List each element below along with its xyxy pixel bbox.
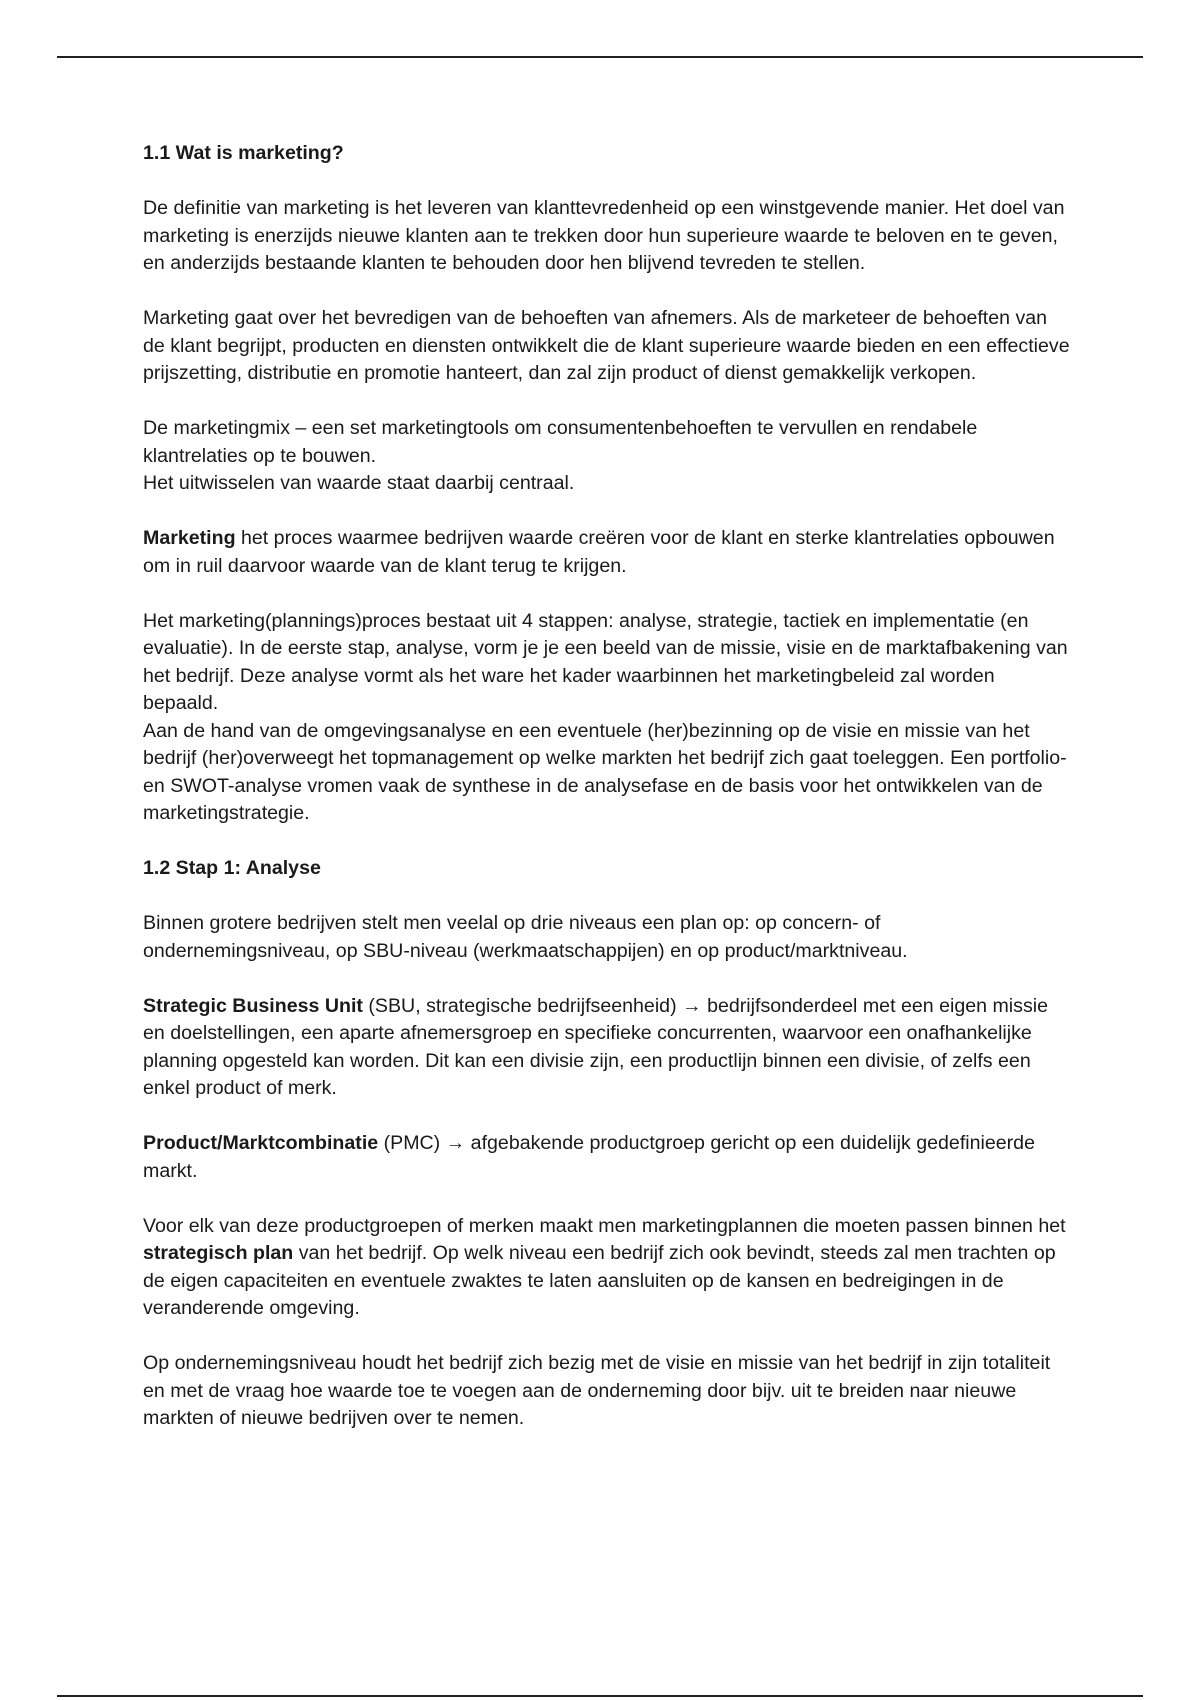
paragraph-sbu (143, 993, 1073, 1103)
strategic-plan-post: van het bedrijf. Op welk niveau een bedrijf zich ook bevindt, steeds zal men trachten op de eigen capaciteiten en eventuele zwaktes te laten aansluiten op de kansen en bedreigingen in de veranderende omgeving. (143, 1242, 1056, 1319)
footer-rule (57, 1695, 1143, 1697)
paragraph-pmc (143, 1130, 1073, 1185)
term-sbu-definition: (SBU, strategische bedrijfseenheid) → bedrijfsonderdeel met een eigen missie en doelstellingen, een aparte afnemersgroep en specifieke concurrenten, waarvoor een onafhankelijke planning opgesteld kan worden. Dit kan een divisie zijn, een productlijn binnen een divisie, of zelfs een enkel product of merk. (143, 994, 1048, 1099)
term-pmc: Product/Marktcombinatie (143, 1132, 379, 1154)
term-marketing-definition: het proces waarmee bedrijven waarde creëren voor de klant en sterke klantrelaties opbouwen om in ruil daarvoor waarde van de klant terug te krijgen. (143, 527, 1055, 577)
header-rule (57, 56, 1143, 58)
term-pmc-definition: (PMC) → afgebakende productgroep gericht op een duidelijk gedefinieerde markt. (143, 1132, 1035, 1182)
section-heading-1-1: 1.1 Wat is marketing? (143, 142, 344, 164)
paragraph-corporate-level: Op ondernemingsniveau houdt het bedrijf zich bezig met de visie en missie van het bedrijf in zijn totaliteit en met de vraag hoe waarde toe te voegen aan de onderneming door bijv. uit te breiden naar nieuwe markten of nieuwe bedrijven over te nemen. (143, 1352, 1051, 1429)
paragraph-planning-process: Het marketing(plannings)proces bestaat uit 4 stappen: analyse, strategie, tactiek en implementatie (en evaluatie). In de eerste stap, analyse, vorm je je een beeld van de missie, visie en de marktafbakening van het bedrijf. Deze analyse vormt als het ware het kader waarbinnen het marketingbeleid zal worden bepaald. (143, 609, 1068, 714)
paragraph-marketingmix: De marketingmix – een set marketingtools om consumentenbehoeften te vervullen en rendabele klantrelaties op te bouwen. (143, 417, 978, 467)
paragraph-three-levels: Binnen grotere bedrijven stelt men veelal op drie niveaus een plan op: op concern- of ondernemingsniveau, op SBU-niveau (werkmaatschappijen) en op product/marktniveau. (143, 912, 908, 962)
term-strategic-plan: strategisch plan (143, 1242, 294, 1264)
paragraph-marketing-term (143, 525, 1073, 580)
term-sbu: Strategic Business Unit (143, 994, 363, 1017)
paragraph-environment-analysis: Aan de hand van de omgevingsanalyse en een eventuele (her)bezinning op de visie en missie van het bedrijf (her)overweegt het topmanagement op welke markten het bedrijf zich gaat toeleggen. Een portfolio- en SWOT-analyse vromen vaak de synthese in de analysefase en de basis voor het ontwikkelen van de marketingstrategie. (143, 719, 1067, 824)
section-heading-1-2: 1.2 Stap 1: Analyse (143, 857, 321, 879)
document-body (143, 140, 1073, 1460)
strategic-plan-pre: Voor elk van deze productgroepen of merken maakt men marketingplannen die moeten passen binnen het (143, 1214, 1066, 1237)
paragraph-definition: De definitie van marketing is het leveren van klanttevredenheid op een winstgevende manier. Het doel van marketing is enerzijds nieuwe klanten aan te trekken door hun superieure waarde te beloven en te geven, en anderzijds bestaande klanten te behouden door hen blijvend tevreden te stellen. (143, 197, 1065, 274)
paragraph-strategic-plan (143, 1213, 1073, 1323)
paragraph-value-exchange: Het uitwisselen van waarde staat daarbij centraal. (143, 472, 575, 494)
term-marketing: Marketing (143, 527, 236, 549)
paragraph-needs: Marketing gaat over het bevredigen van de behoeften van afnemers. Als de marketeer de behoeften van de klant begrijpt, producten en diensten ontwikkelt die de klant superieure waarde bieden en een effectieve prijszetting, distributie en promotie hanteert, dan zal zijn product of dienst gemakkelijk verkopen. (143, 307, 1070, 384)
